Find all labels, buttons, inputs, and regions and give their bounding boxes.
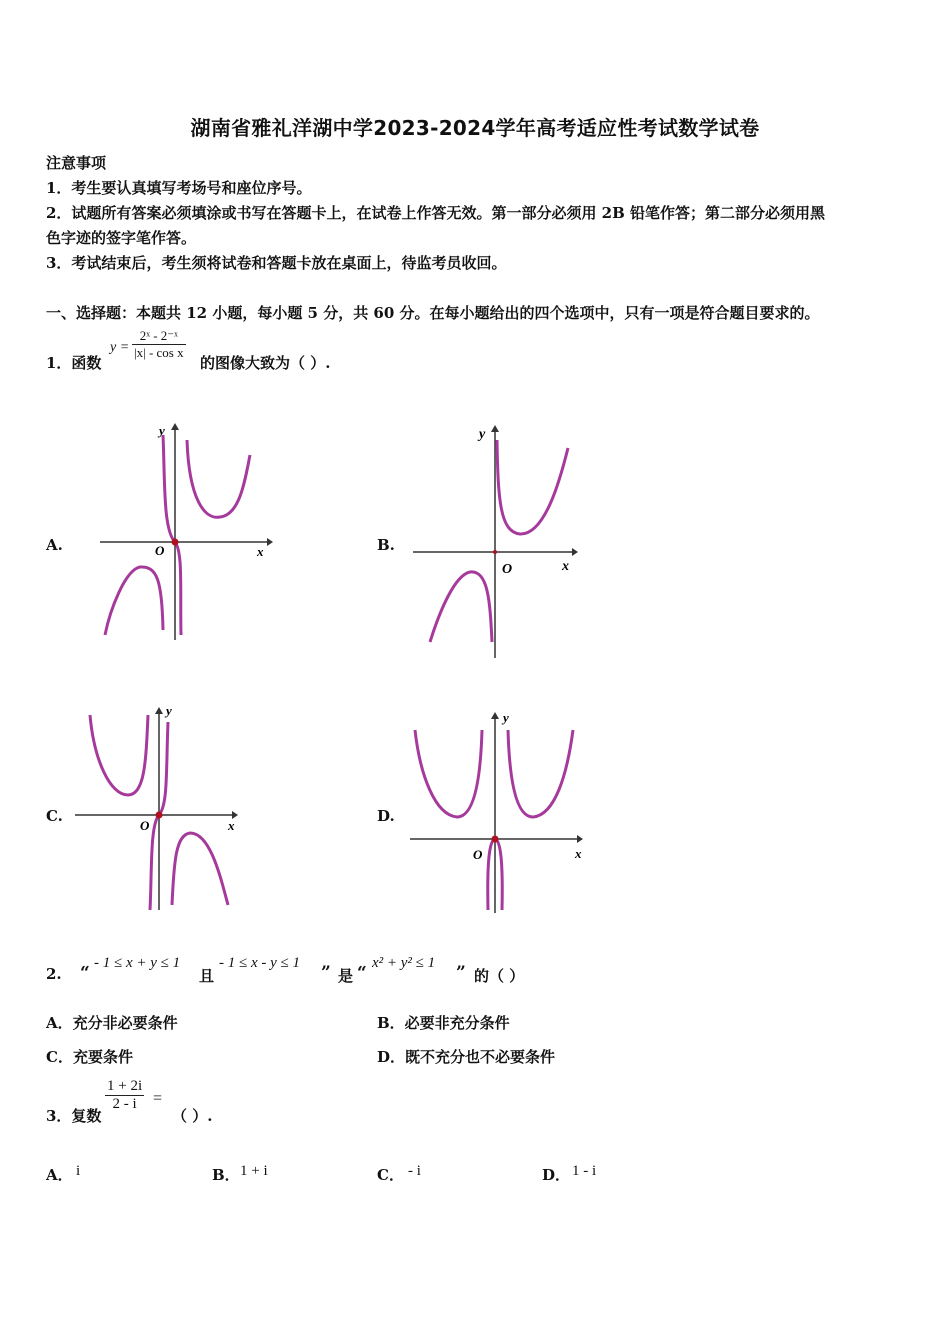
q2-condition-2: - 1 ≤ x - y ≤ 1 xyxy=(219,955,301,971)
q2-condition-1: - 1 ≤ x + y ≤ 1 xyxy=(94,955,181,971)
q1-numerator: 2ˣ - 2⁻ˣ xyxy=(132,328,186,345)
section-heading: 一、选择题：本题共 12 小题，每小题 5 分，共 60 分。在每小题给出的四个选项中，只有一项是符合题目要求的。 xyxy=(46,304,820,322)
graph-a-origin-dot xyxy=(172,539,179,546)
graph-a-curve-right xyxy=(187,440,250,517)
q3-option-d-value: 1 - i xyxy=(572,1163,597,1179)
q3-option-c-value: - i xyxy=(408,1163,421,1179)
notice-item-2: 2．试题所有答案必须填涂或书写在答题卡上，在试卷上作答无效。第一部分必须用 2B 铅笔作答；第二部分必须用黑 xyxy=(46,204,826,222)
graph-a-origin: O xyxy=(155,543,165,558)
graph-c-origin-dot xyxy=(156,812,163,819)
graph-b-origin-dot xyxy=(493,550,497,554)
graph-d-curve-left xyxy=(415,730,482,817)
q2-open-quote-2: “ xyxy=(357,963,367,983)
q3-option-a-value: i xyxy=(76,1163,81,1179)
q3-option-b-label: B． xyxy=(212,1166,240,1184)
q3-option-d-label: D． xyxy=(542,1166,571,1184)
q3-denominator: 2 - i xyxy=(112,1096,137,1112)
graph-d xyxy=(405,705,590,915)
q3-option-c-label: C． xyxy=(377,1166,404,1184)
q1-option-b-label: B. xyxy=(377,536,395,554)
graph-d-y-label: y xyxy=(503,710,509,725)
q2-close-quote-1: ” xyxy=(321,963,331,983)
q2-suffix: 的（ ） xyxy=(474,967,525,985)
graph-c-curve-right xyxy=(172,833,228,905)
q2-option-d: D．既不充分也不必要条件 xyxy=(377,1048,556,1066)
q3-numerator: 1 + 2i xyxy=(107,1078,143,1094)
q1-fraction xyxy=(132,328,186,361)
q2-is: 是 xyxy=(338,967,354,985)
q1-y-eq: y = xyxy=(110,340,130,355)
q2-option-c: C．充要条件 xyxy=(46,1048,133,1066)
graph-a-y-arrow xyxy=(171,423,179,430)
q3-suffix: （ ）. xyxy=(172,1107,213,1125)
graph-c xyxy=(70,700,250,915)
q1-denominator: |x| - cos x xyxy=(134,345,184,360)
graph-d-x-label: x xyxy=(575,846,582,861)
graph-b-y-arrow xyxy=(491,425,499,432)
graph-d-curve-right xyxy=(508,730,573,817)
graph-a-x-arrow xyxy=(267,538,273,546)
q1-option-d-label: D. xyxy=(377,807,395,825)
q2-and: 且 xyxy=(199,967,215,985)
q3-equals: = xyxy=(153,1090,163,1107)
graph-d-x-arrow xyxy=(577,835,583,843)
graph-b-x-arrow xyxy=(572,548,578,556)
graph-c-y-label: y xyxy=(166,703,172,718)
graph-a-curve-center xyxy=(163,435,181,635)
q2-open-quote-1: “ xyxy=(80,963,90,983)
q3-prefix: 3．复数 xyxy=(46,1107,102,1125)
q3-fraction xyxy=(105,1078,144,1113)
q2-condition-3: x² + y² ≤ 1 xyxy=(372,955,436,971)
q1-suffix: 的图像大致为（ ）. xyxy=(200,354,331,372)
graph-a-curve-left xyxy=(105,567,163,635)
graph-c-curve-left xyxy=(90,715,148,795)
graph-b-curve-right xyxy=(497,440,568,534)
graph-c-y-arrow xyxy=(155,707,163,714)
graph-a-x-label: x xyxy=(257,544,264,559)
graph-b-y-label: y xyxy=(479,427,486,442)
q3-option-a-label: A． xyxy=(46,1166,73,1184)
notice-item-1: 1．考生要认真填写考场号和座位序号。 xyxy=(46,179,312,197)
graph-d-origin-dot xyxy=(492,836,499,843)
q2-number: 2. xyxy=(46,965,62,983)
q2-close-quote-2: ” xyxy=(456,963,466,983)
q2-option-b: B．必要非充分条件 xyxy=(377,1014,510,1032)
notice-heading: 注意事项 xyxy=(46,154,107,172)
graph-b-x-label: x xyxy=(562,559,569,574)
graph-a xyxy=(95,420,275,645)
page-title: 湖南省雅礼洋湖中学2023-2024学年高考适应性考试数学试卷 xyxy=(190,116,760,140)
q1-option-a-label: A. xyxy=(46,536,63,554)
graph-c-origin: O xyxy=(140,818,150,833)
graph-b-origin: O xyxy=(502,562,513,577)
q3-option-b-value: 1 + i xyxy=(240,1163,268,1179)
graph-b-curve-left xyxy=(430,572,492,642)
graph-b xyxy=(410,420,590,660)
q2-option-a: A．充分非必要条件 xyxy=(46,1014,178,1032)
q1-prefix: 1．函数 xyxy=(46,354,102,372)
notice-item-3: 3．考试结束后，考生须将试卷和答题卡放在桌面上，待监考员收回。 xyxy=(46,254,507,272)
graph-a-y-label: y xyxy=(159,423,165,438)
graph-c-x-label: x xyxy=(228,818,235,833)
graph-d-y-arrow xyxy=(491,712,499,719)
graph-d-origin: O xyxy=(473,847,483,862)
q1-option-c-label: C. xyxy=(46,807,63,825)
notice-item-2-cont: 色字迹的签字笔作答。 xyxy=(46,229,197,247)
